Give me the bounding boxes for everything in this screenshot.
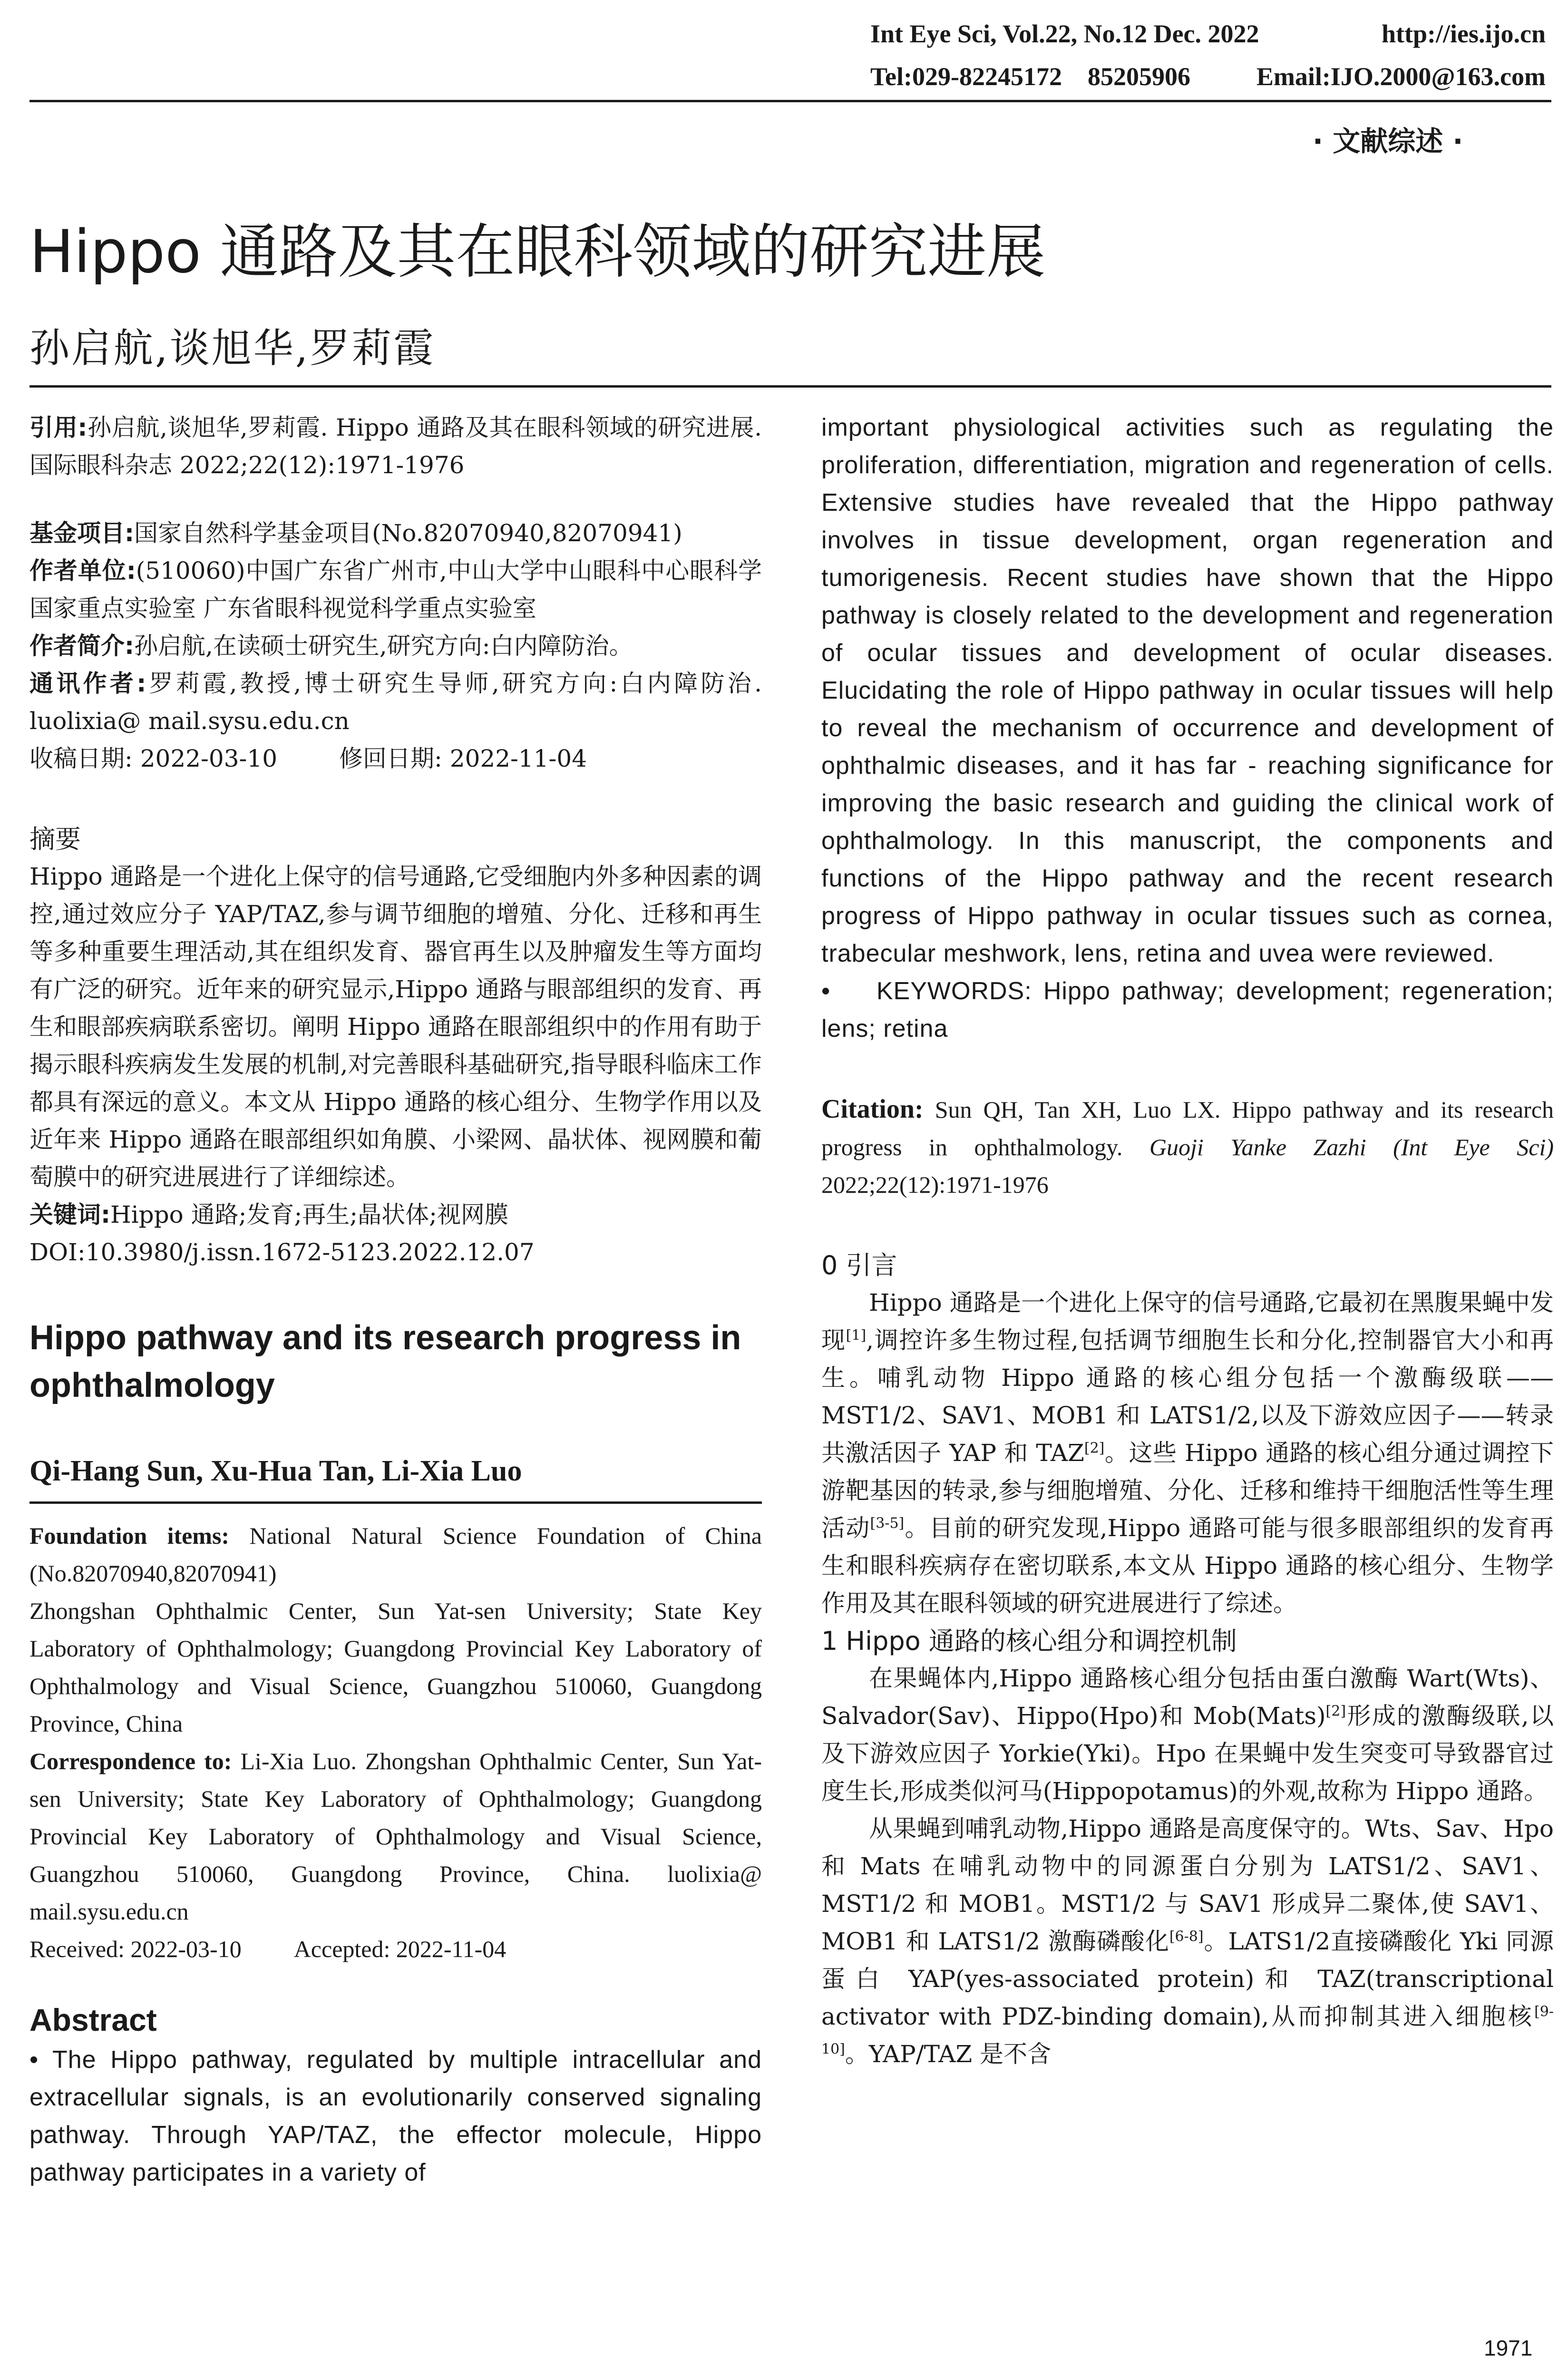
correspondence-en: Correspondence to: Li-Xia Luo. Zhongshan Ophthalmic Center, Sun Yat-sen University; State Key Laboratory of Ophthalmology; Guangdong Provincial Key Laboratory of Ophthalmology and Visual Science, Guangzhou 510060, Guangdong Province, China. luolixia@ mail.sysu.edu.cn <box>29 1748 762 1925</box>
keywords-en: • KEYWORDS: Hippo pathway; development; regeneration; lens; retina <box>821 977 1554 1042</box>
citation-en: Citation: Sun QH, Tan XH, Luo LX. Hippo pathway and its research progress in ophthalmology. Guoji Yanke Zazhi (Int Eye Sci) 2022;22(12):1971-1976 <box>821 1094 1554 1198</box>
section1-paragraph1: 在果蝇体内,Hippo 通路核心组分包括由蛋白激酶 Wart(Wts)、Salvador(Sav)、Hippo(Hpo)和 Mob(Mats)[2]形成的激酶级联,以及下游效应因子 Yorkie(Yki)。Hpo 在果蝇中发生突变可导致器官过度生长,形成类似河马(Hippopotamus)的外观,故称为 Hippo 通路。 <box>821 1665 1554 1805</box>
abstract-cn-heading: 摘要 <box>29 824 81 854</box>
header-rule <box>29 100 1551 102</box>
journal-info: Int Eye Sci, Vol.22, No.12 Dec. 2022 <box>870 19 1259 48</box>
section1-paragraph2: 从果蝇到哺乳动物,Hippo 通路是高度保守的。Wts、Sav、Hpo 和 Mats 在哺乳动物中的同源蛋白分别为 LATS1/2、SAV1、MST1/2 和 MOB1。MST1/2 与 SAV1 形成异二聚体,使 SAV1、MOB1 和 LATS1/2 激酶磷酸化[6-8]。LATS1/2直接磷酸化 Yki 同源蛋白 YAP(yes-associated protein)和 TAZ(transcriptional activator with PDZ-binding domain),从而抑制其进入细胞核[9-10]。YAP/TAZ 是不含 <box>821 1815 1554 2068</box>
left-column <box>29 409 762 2192</box>
intro-paragraph: Hippo 通路是一个进化上保守的信号通路,它最初在黑腹果蝇中发现[1],调控许多生物过程,包括调节细胞生长和分化,控制器官大小和再生。哺乳动物 Hippo 通路的核心组分包括一个激酶级联——MST1/2、SAV1、MOB1 和 LATS1/2,以及下游效应因子——转录共激活因子 YAP 和 TAZ[2]。这些 Hippo 通路的核心组分通过调控下游靶基因的转录,参与细胞增殖、分化、迁移和维持干细胞活性等生理活动[3-5]。目前的研究发现,Hippo 通路可能与很多眼部组织的发育再生和眼科疾病存在密切联系,本文从 Hippo 通路的核心组分、生物学作用及其在眼科领域的研究进展进行了综述。 <box>821 1289 1554 1617</box>
affiliation-en: Zhongshan Ophthalmic Center, Sun Yat-sen University; State Key Laboratory of Ophthalmology; Guangdong Provincial Key Laboratory of Ophthalmology and Visual Science, Guangzhou 510060, Guangdong Province, China <box>29 1598 762 1737</box>
journal-email[interactable]: Email:IJO.2000@163.com <box>1256 62 1546 91</box>
article-authors: 孙启航,谈旭华,罗莉霞 <box>29 325 436 371</box>
english-title: Hippo pathway and its research progress in ophthalmology <box>29 1319 741 1404</box>
english-rule <box>29 1501 762 1504</box>
intro-heading: 0 引言 <box>821 1250 897 1280</box>
abstract-en-part2: important physiological activities such as regulating the proliferation, differentiation, migration and regeneration of cells. Extensive studies have revealed that the Hippo pathway involves in tissue development, organ regeneration and tumorigenesis. Recent studies have shown that the Hippo pathway is closely related to the development and regeneration of ocular tissues and development of ocular diseases. Elucidating the role of Hippo pathway in ocular tissues will help to reveal the mechanism of occurrence and development of ophthalmic diseases, and it has far - reaching significance for improving the basic research and guiding the clinical work of ophthalmology. In this manuscript, the components and functions of the Hippo pathway and the recent research progress of Hippo pathway in ocular tissues such as cornea, trabecular meshwork, lens, retina and uvea were reviewed. <box>821 414 1554 967</box>
article-title: Hippo 通路及其在眼科领域的研究进展 <box>29 218 1046 286</box>
unit-info: 作者单位:(510060)中国广东省广州市,中山大学中山眼科中心眼科学国家重点实验室 广东省眼科视觉科学重点实验室 <box>29 557 762 622</box>
dates-en: Received: 2022-03-10 Accepted: 2022-11-04 <box>29 1936 506 1962</box>
journal-header-line1 <box>870 19 1546 49</box>
section1-heading: 1 Hippo 通路的核心组分和调控机制 <box>821 1626 1237 1656</box>
abstract-cn-text: Hippo 通路是一个进化上保守的信号通路,它受细胞内外多种因素的调控,通过效应分子 YAP/TAZ,参与调节细胞的增殖、分化、迁移和再生等多种重要生理活动,其在组织发育、器官再生以及肿瘤发生等方面均有广泛的研究。近年来的研究显示,Hippo 通路与眼部组织的发育、再生和眼部疾病联系密切。阐明 Hippo 通路在眼部组织中的作用有助于揭示眼科疾病发生发展的机制,对完善眼科基础研究,指导眼科临床工作都具有深远的意义。本文从 Hippo 通路的核心组分、生物学作用以及近年来 Hippo 通路在眼部组织如角膜、小梁网、晶状体、视网膜和葡萄膜中的研究进展进行了详细综述。 <box>29 863 762 1191</box>
abstract-heading: Abstract <box>29 2002 157 2037</box>
abstract-en-part1: • The Hippo pathway, regulated by multiple intracellular and extracellular signals, is an evolutionarily conserved signaling pathway. Through YAP/TAZ, the effector molecule, Hippo pathway participates in a variety of <box>29 2046 762 2186</box>
bio-info: 作者简介:孙启航,在读硕士研究生,研究方向:白内障防治。 <box>29 632 633 660</box>
citation-cn: 引用:孙启航,谈旭华,罗莉霞. Hippo 通路及其在眼科领域的研究进展. 国际眼科杂志 2022;22(12):1971-1976 <box>29 414 762 479</box>
english-authors: Qi-Hang Sun, Xu-Hua Tan, Li-Xia Luo <box>29 1455 522 1487</box>
journal-header-line2 <box>870 62 1546 91</box>
dates-cn: 收稿日期: 2022-03-10 修回日期: 2022-11-04 <box>29 745 587 772</box>
fund-info: 基金项目:国家自然科学基金项目(No.82070940,82070941) <box>29 519 682 547</box>
doi[interactable]: DOI:10.3980/j.issn.1672-5123.2022.12.07 <box>29 1238 535 1266</box>
page-number: 1971 <box>1484 2336 1533 2360</box>
keywords-cn: 关键词:Hippo 通路;发育;再生;晶状体;视网膜 <box>29 1201 508 1228</box>
right-column <box>821 409 1554 2073</box>
journal-url[interactable]: http://ies.ijo.cn <box>1382 19 1546 48</box>
journal-tel: Tel:029-82245172 85205906 <box>870 62 1190 91</box>
title-rule <box>29 385 1551 388</box>
section-label: · 文献综述 · <box>1313 125 1463 157</box>
corr-info-cn: 通讯作者:罗莉霞,教授,博士研究生导师,研究方向:白内障防治. luolixia@ mail.sysu.edu.cn <box>29 670 762 735</box>
foundation-items: Foundation items: National Natural Science Foundation of China (No.82070940,82070941) <box>29 1522 762 1587</box>
